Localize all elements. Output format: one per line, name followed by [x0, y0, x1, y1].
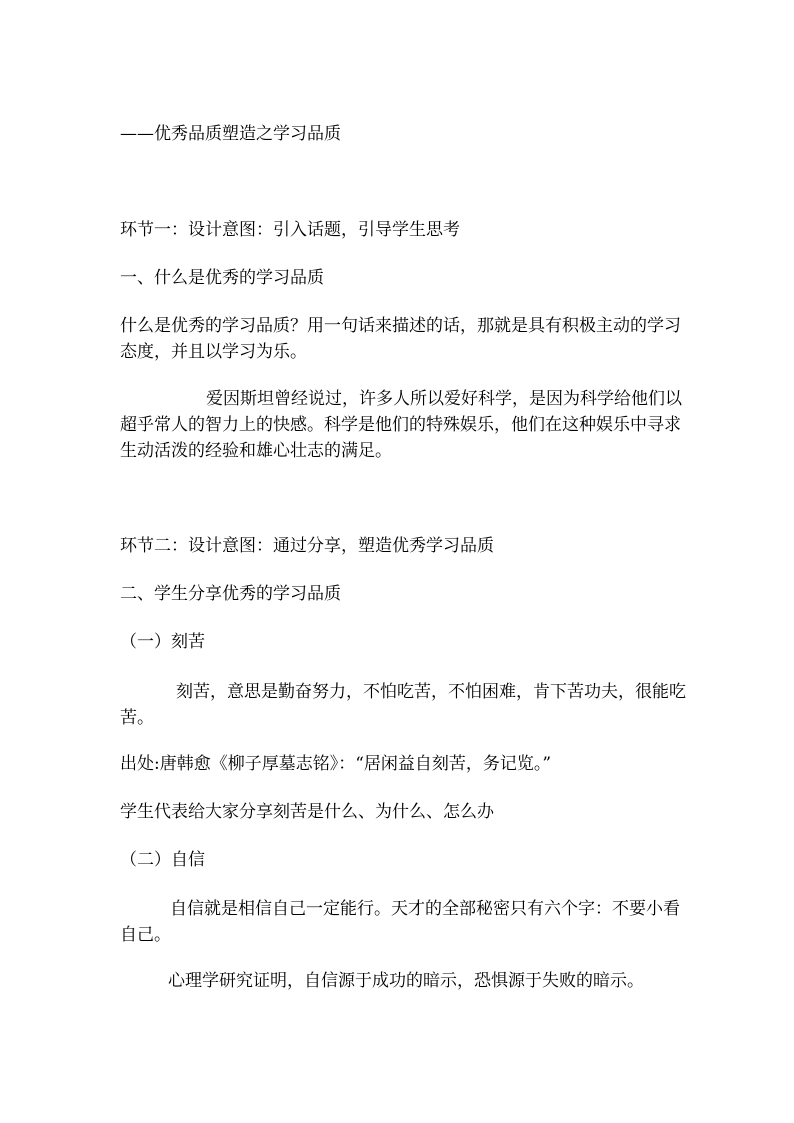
document-subtitle: ——优秀品质塑造之学习品质	[120, 124, 341, 144]
diligence-source: 出处:唐韩愈《柳子厚墓志铭》：“居闲益自刻苦，务记览。”	[120, 754, 552, 774]
section2-heading: 环节二：设计意图：通过分享，塑造优秀学习品质	[120, 536, 494, 556]
section1-title: 一、什么是优秀的学习品质	[120, 268, 324, 288]
einstein-quote-paragraph: 爱因斯坦曾经说过，许多人所以爱好科学，是因为科学给他们以超乎常人的智力上的快感。科学是他们的特殊娱乐，他们在这种娱乐中寻求生动活泼的经验和雄心壮志的满足。	[120, 389, 682, 461]
section1-heading: 环节一：设计意图：引入话题，引导学生思考	[120, 220, 460, 240]
confidence-paragraph: 自信就是相信自己一定能行。天才的全部秘密只有六个字：不要小看自己。	[120, 899, 680, 945]
section2-title: 二、学生分享优秀的学习品质	[120, 584, 341, 604]
section1-paragraph: 什么是优秀的学习品质？用一句话来描述的话，那就是具有积极主动的学习态度，并且以学习为乐。	[120, 316, 681, 362]
subsection-confidence-title: （二）自信	[120, 850, 205, 870]
psychology-paragraph: 心理学研究证明，自信源于成功的暗示，恐惧源于失败的暗示。	[168, 971, 644, 991]
subsection-diligence-title: （一）刻苦	[120, 632, 205, 652]
diligence-paragraph: 刻苦，意思是勤奋努力，不怕吃苦，不怕困难，肯下苦功夫，很能吃苦。	[120, 682, 686, 728]
diligence-share: 学生代表给大家分享刻苦是什么、为什么、怎么办	[120, 802, 494, 822]
